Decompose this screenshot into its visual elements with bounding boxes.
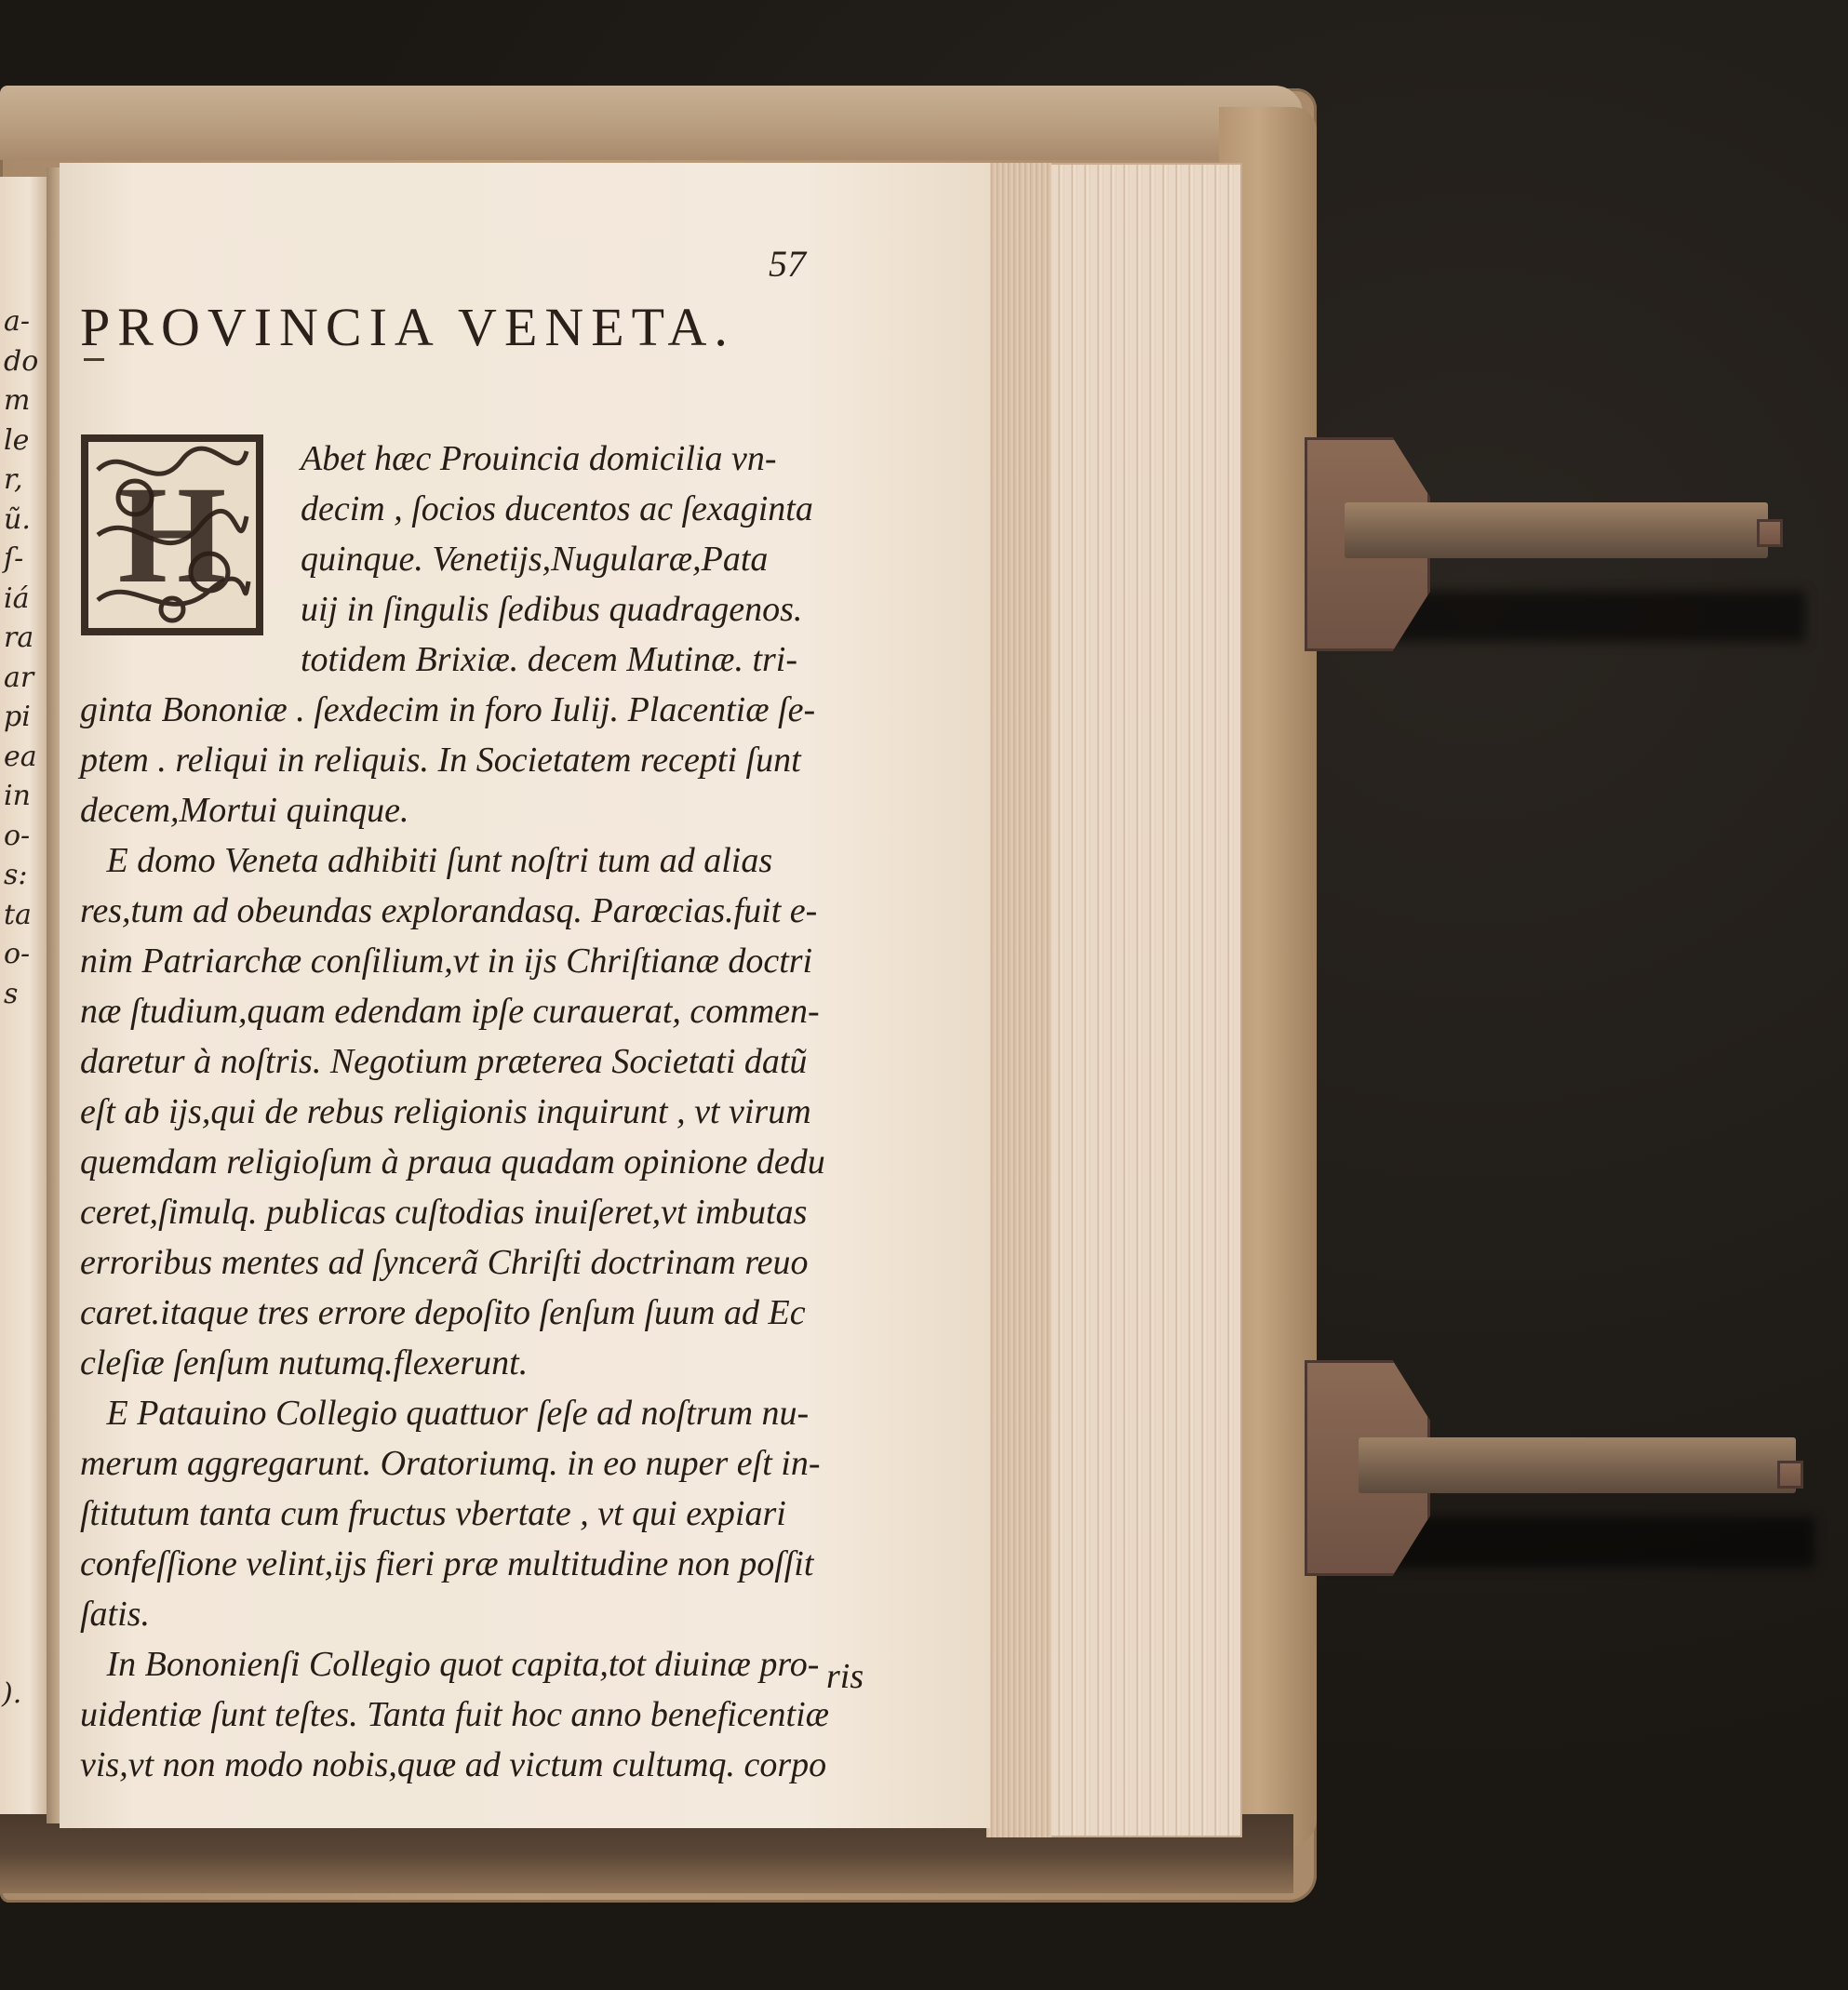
text-line: uidentiæ ſunt teſtes. Tanta fuit hoc anno beneficentiæ (80, 1695, 829, 1734)
heading-rule (84, 358, 104, 361)
book-top-edge (0, 86, 1303, 160)
left-page-fragment: in (4, 780, 31, 812)
text-line: quinque. Venetijs,Nugularæ,Pata (301, 540, 769, 579)
left-page-fragment: ea (4, 740, 37, 773)
text-line: vis,vt non modo nobis,quæ ad victum cultumq. corpo (80, 1745, 827, 1784)
clasp-tip-bottom (1777, 1461, 1803, 1489)
catchword: ris (826, 1657, 864, 1696)
left-page-fragment: o- (4, 819, 31, 852)
page-number: 57 (769, 243, 806, 285)
text-line: E domo Veneta adhibiti ſunt noſtri tum ad alias (80, 841, 773, 880)
left-page-fragment: ar (4, 661, 34, 694)
text-line: res,tum ad obeundas explorandasq. Parœcias.fuit e- (80, 891, 818, 930)
text-line: nim Patriarchæ conſilium,vt in ijs Chriſtianæ doctri (80, 942, 813, 981)
left-page-fragment: pi (4, 701, 31, 733)
clasp-tip-top (1757, 519, 1783, 547)
left-page-fragment: ſ- (4, 542, 24, 575)
text-line: Abet hæc Prouincia domicilia vn- (301, 439, 777, 478)
text-line: ſatis. (80, 1595, 150, 1634)
left-page-fragment: o- (4, 938, 31, 970)
left-page-last-fragment: ). (2, 1677, 22, 1710)
text-line: decim , ſocios ducentos ac ſexaginta (301, 489, 813, 528)
text-line: caret.itaque tres errore depoſito ſenſum ſuum ad Ec (80, 1293, 806, 1332)
left-page-fragment: s: (4, 859, 28, 891)
indented-text-block (301, 434, 813, 685)
text-line: merum aggregarunt. Oratoriumq. in eo nuper eſt in- (80, 1444, 821, 1483)
clasp-bar-bottom (1359, 1437, 1796, 1493)
initial-letter: H (117, 458, 227, 612)
main-text-block (80, 685, 829, 1790)
text-line: confeſſione velint,ijs fieri præ multitudine non poſſit (80, 1544, 814, 1583)
text-line: ſtitutum tanta cum fructus vbertate , vt qui expiari (80, 1494, 786, 1533)
text-line: ceret,ſimulq. publicas cuſtodias inuiſeret,vt imbutas (80, 1193, 808, 1232)
text-line: ptem . reliqui in reliquis. In Societatem recepti ſunt (80, 741, 801, 780)
text-line: erroribus mentes ad ſyncerã Chriſti doctrinam reuo (80, 1243, 809, 1282)
clasp-bar-top (1345, 502, 1768, 558)
left-page-fragment: ũ. (4, 502, 31, 536)
left-page-fragment: le (4, 423, 30, 457)
text-line: eſt ab ijs,qui de rebus religionis inquirunt , vt virum (80, 1092, 811, 1131)
text-line: ginta Bononiæ . ſexdecim in foro Iulij. Placentiæ ſe- (80, 690, 816, 729)
left-page-fragment: m (4, 384, 31, 417)
text-line: In Bononienſi Collegio quot capita,tot diuinæ pro- (80, 1645, 820, 1684)
left-page-fragment: ra (4, 621, 34, 654)
text-line: cleſiæ ſenſum nutumq.flexerunt. (80, 1343, 529, 1382)
left-page-fragment: a- (4, 305, 31, 338)
decorated-initial (79, 433, 265, 637)
left-page-text (2, 302, 41, 1710)
text-line: totidem Brixiæ. decem Mutinæ. tri- (301, 640, 798, 679)
left-page-fragment: s (4, 977, 19, 1010)
left-page-fragment: do (4, 344, 39, 378)
left-page-fragment: ta (4, 898, 32, 931)
text-line: daretur à noſtris. Negotium præterea Societati datũ (80, 1042, 808, 1081)
text-line: næ ſtudium,quam edendam ipſe curauerat, commen- (80, 992, 820, 1031)
text-line: decem,Mortui quinque. (80, 791, 409, 830)
text-line: quemdam religioſum à praua quadam opinione dedu (80, 1142, 825, 1182)
text-line: uij in ſingulis ſedibus quadragenos. (301, 590, 803, 629)
page-heading: PROVINCIA VENETA. (80, 297, 735, 357)
left-page-fragment: r, (4, 463, 23, 496)
text-line: E Patauino Collegio quattuor ſeſe ad noſtrum nu- (80, 1394, 810, 1433)
left-page-fragment: iá (4, 581, 30, 615)
fore-edge-inner (986, 163, 1051, 1837)
